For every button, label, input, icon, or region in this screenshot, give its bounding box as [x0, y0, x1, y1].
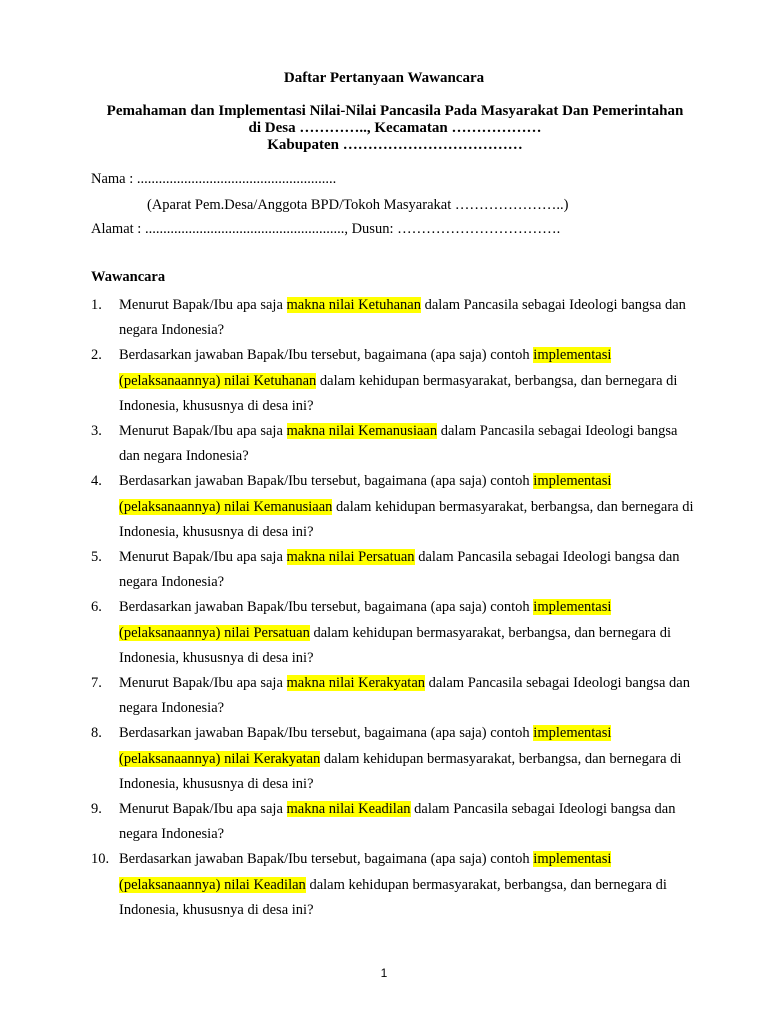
question-text — [119, 343, 701, 419]
list-item — [91, 847, 701, 923]
list-item — [91, 595, 701, 671]
question-text-post: dalam Pancasila sebagai Ideologi bangsa dan negara Indonesia? — [119, 801, 676, 843]
list-item — [91, 671, 701, 721]
question-text-pre: Berdasarkan jawaban Bapak/Ibu tersebut, bagaimana (apa saja) contoh — [119, 725, 534, 742]
question-text — [119, 847, 701, 923]
document-title: Daftar Pertanyaan Wawancara — [283, 70, 485, 86]
question-text-post: dalam kehidupan bermasyarakat, berbangsa, dan bernegara di Indonesia, khususnya di desa ini? — [119, 372, 678, 414]
question-text — [119, 721, 701, 797]
question-text-pre: Berdasarkan jawaban Bapak/Ibu tersebut, bagaimana (apa saja) contoh — [119, 851, 534, 868]
list-item — [91, 545, 701, 595]
list-item — [91, 419, 701, 469]
question-text — [119, 293, 701, 343]
question-number: 3. — [91, 423, 102, 440]
question-text-pre: Menurut Bapak/Ibu apa saja — [119, 549, 287, 566]
question-text-pre: Menurut Bapak/Ibu apa saja — [119, 423, 287, 440]
question-text-pre: Berdasarkan jawaban Bapak/Ibu tersebut, bagaimana (apa saja) contoh — [119, 347, 534, 364]
subtitle-line-3: Kabupaten ……………………………… — [267, 137, 523, 153]
question-text-post: dalam kehidupan bermasyarakat, berbangsa, dan bernegara di Indonesia, khususnya di desa ini? — [119, 624, 671, 666]
question-text — [119, 595, 701, 671]
question-text-post: dalam Pancasila sebagai Ideologi bangsa dan negara Indonesia? — [119, 549, 680, 591]
question-text-pre: Menurut Bapak/Ibu apa saja — [119, 675, 287, 692]
nama-field: Nama : ....................................................... — [91, 171, 337, 187]
highlighted-phrase: makna nilai Ketuhanan — [286, 297, 421, 313]
question-text-post: dalam kehidupan bermasyarakat, berbangsa, dan bernegara di Indonesia, khususnya di desa ini? — [119, 750, 682, 792]
alamat-field: Alamat : ......................................................., Dusun: ……………………………. — [91, 221, 561, 237]
question-text-pre: Berdasarkan jawaban Bapak/Ibu tersebut, bagaimana (apa saja) contoh — [119, 599, 534, 616]
list-item — [91, 293, 701, 343]
document-subtitle — [80, 103, 710, 154]
question-text — [119, 671, 701, 721]
highlighted-phrase: implementasi (pelaksanaannya) nilai Ketuhanan — [119, 347, 612, 389]
question-text-post: dalam Pancasila sebagai Ideologi bangsa dan negara Indonesia? — [119, 297, 686, 339]
question-text-post: dalam Pancasila sebagai Ideologi bangsa dan negara Indonesia? — [119, 423, 678, 465]
highlighted-phrase: implementasi (pelaksanaannya) nilai Kerakyatan — [119, 725, 612, 767]
highlighted-phrase: makna nilai Kemanusiaan — [286, 423, 438, 440]
question-number: 4. — [91, 473, 102, 490]
question-text-post: dalam Pancasila sebagai Ideologi bangsa dan negara Indonesia? — [119, 675, 690, 717]
role-field: (Aparat Pem.Desa/Anggota BPD/Tokoh Masyarakat …………………..) — [147, 197, 569, 213]
page-number: 1 — [380, 966, 388, 980]
highlighted-phrase: makna nilai Keadilan — [286, 801, 411, 818]
question-number: 8. — [91, 725, 102, 742]
question-text-post: dalam kehidupan bermasyarakat, berbangsa, dan bernegara di Indonesia, khususnya di desa ini? — [119, 876, 667, 918]
highlighted-phrase: implementasi (pelaksanaannya) nilai Kemanusiaan — [119, 473, 612, 515]
list-item — [91, 797, 701, 847]
question-number: 9. — [91, 801, 102, 818]
question-text-pre: Berdasarkan jawaban Bapak/Ibu tersebut, bagaimana (apa saja) contoh — [119, 473, 534, 490]
question-text — [119, 797, 701, 847]
section-title: Wawancara — [91, 269, 166, 285]
question-list — [91, 293, 701, 923]
question-number: 10. — [91, 851, 110, 868]
question-number: 1. — [91, 297, 102, 313]
question-text-pre: Menurut Bapak/Ibu apa saja — [119, 297, 287, 313]
highlighted-phrase: makna nilai Kerakyatan — [286, 675, 426, 692]
question-number: 7. — [91, 675, 102, 692]
subtitle-line-2: di Desa ………….., Kecamatan ……………… — [248, 120, 542, 136]
question-number: 6. — [91, 599, 102, 616]
highlighted-phrase: implementasi (pelaksanaannya) nilai Persatuan — [119, 599, 612, 641]
highlighted-phrase: makna nilai Persatuan — [286, 549, 415, 566]
list-item — [91, 469, 701, 545]
subtitle-line-1: Pemahaman dan Implementasi Nilai-Nilai Pancasila Pada Masyarakat Dan Pemerintahan — [106, 103, 684, 119]
question-text — [119, 545, 701, 595]
question-text — [119, 469, 701, 545]
question-text-pre: Menurut Bapak/Ibu apa saja — [119, 801, 287, 818]
question-text — [119, 419, 701, 469]
highlighted-phrase: implementasi (pelaksanaannya) nilai Keadilan — [119, 851, 612, 893]
question-number: 5. — [91, 549, 102, 566]
question-text-post: dalam kehidupan bermasyarakat, berbangsa, dan bernegara di Indonesia, khususnya di desa ini? — [119, 498, 694, 540]
list-item — [91, 721, 701, 797]
list-item — [91, 343, 701, 419]
question-number: 2. — [91, 347, 102, 364]
